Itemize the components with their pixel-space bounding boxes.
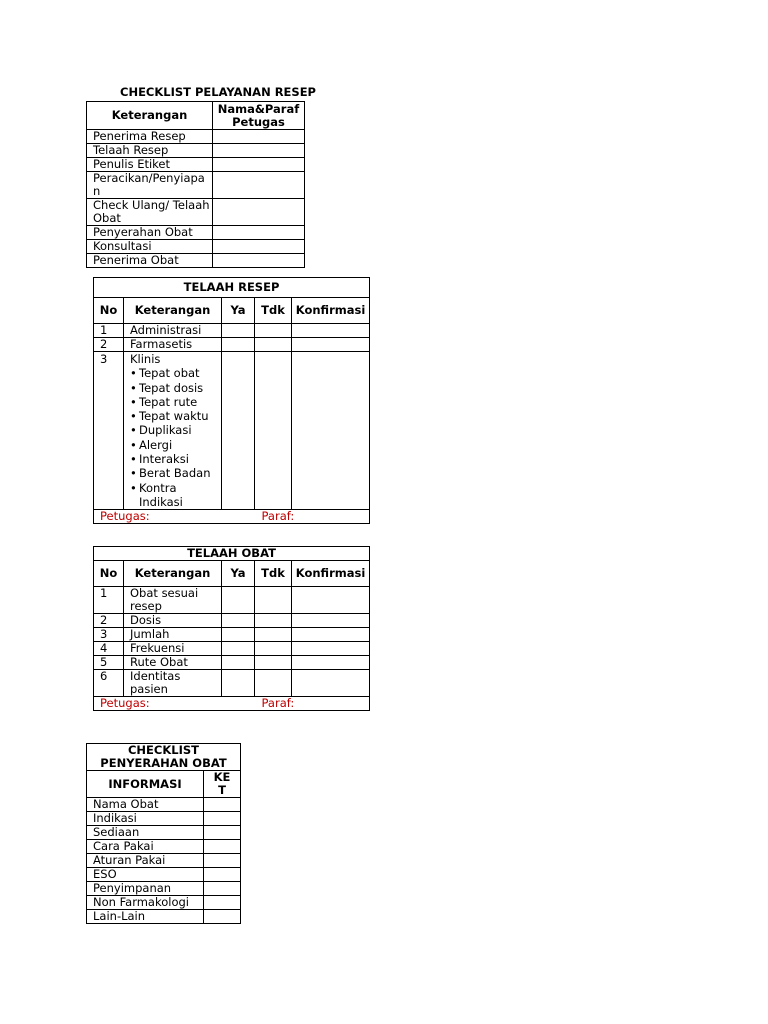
signature-cell[interactable] [213,158,305,172]
table-row [94,642,370,656]
konfirmasi-cell[interactable] [292,587,370,614]
paraf-label: Paraf: [255,697,370,711]
row-label: Penyerahan Obat [87,226,213,240]
petugas-label: Petugas: [94,697,255,711]
col-informasi: INFORMASI [87,771,204,798]
signature-cell[interactable] [213,240,305,254]
table-row [87,254,305,268]
table-row [87,910,241,924]
table-row [87,826,241,840]
row-label: Lain-Lain [87,910,204,924]
ket-cell[interactable] [204,840,241,854]
row-label: Nama Obat [87,798,204,812]
row-no: 3 [94,628,124,642]
signature-cell[interactable] [213,172,305,199]
ket-cell[interactable] [204,798,241,812]
list-item: • Tepat rute [130,395,221,409]
signature-cell[interactable] [213,254,305,268]
penyerahan-obat-table [86,743,241,924]
table-row [94,656,370,670]
ket-cell[interactable] [204,882,241,896]
row-label: Penyimpanan [87,882,204,896]
table-row [87,130,305,144]
row-label-klinis [124,352,222,510]
konfirmasi-cell[interactable] [292,614,370,628]
list-item: • Interaksi [130,452,221,466]
list-item: • Tepat dosis [130,381,221,395]
row-label: Telaah Resep [87,144,213,158]
row-no: 3 [94,352,124,510]
col-ket: KET [204,771,241,798]
row-label: Non Farmakologi [87,896,204,910]
konfirmasi-cell[interactable] [292,324,370,338]
list-item: • Kontra Indikasi [130,481,221,510]
konfirmasi-cell[interactable] [292,338,370,352]
row-label: Konsultasi [87,240,213,254]
ya-cell[interactable] [222,656,255,670]
col-nama-paraf: Nama&Paraf Petugas [213,102,305,130]
footer-row [94,510,370,524]
ket-cell[interactable] [204,910,241,924]
tdk-cell[interactable] [255,338,292,352]
col-konfirmasi: Konfirmasi [292,298,370,324]
table-row [87,896,241,910]
row-label: Cara Pakai [87,840,204,854]
telaah-obat-title: TELAAH OBAT [94,547,370,561]
ya-cell[interactable] [222,338,255,352]
ya-cell[interactable] [222,614,255,628]
telaah-resep-table [93,277,370,524]
table-row [87,868,241,882]
row-no: 2 [94,614,124,628]
table-row [94,614,370,628]
row-label: Indikasi [87,812,204,826]
konfirmasi-cell[interactable] [292,642,370,656]
table-row [87,798,241,812]
table-row [87,158,305,172]
table-row [94,338,370,352]
ya-cell[interactable] [222,352,255,510]
table-row [87,840,241,854]
row-no: 6 [94,670,124,697]
row-no: 1 [94,587,124,614]
ya-cell[interactable] [222,628,255,642]
tdk-cell[interactable] [255,587,292,614]
col-tdk: Tdk [255,298,292,324]
col-tdk: Tdk [255,561,292,587]
table-row [87,240,305,254]
signature-cell[interactable] [213,130,305,144]
row-label: Penerima Resep [87,130,213,144]
row-no: 2 [94,338,124,352]
konfirmasi-cell[interactable] [292,670,370,697]
row-label: Penulis Etiket [87,158,213,172]
table-row [87,882,241,896]
col-keterangan: Keterangan [124,298,222,324]
tdk-cell[interactable] [255,628,292,642]
row-label: Peracikan/Penyiapan [87,172,213,199]
table-row [87,812,241,826]
row-label: Frekuensi [124,642,222,656]
row-label: Aturan Pakai [87,854,204,868]
row-label: ESO [87,868,204,882]
tdk-cell[interactable] [255,670,292,697]
row-no: 1 [94,324,124,338]
row-label: Jumlah [124,628,222,642]
ket-cell[interactable] [204,812,241,826]
tdk-cell[interactable] [255,352,292,510]
tdk-cell[interactable] [255,324,292,338]
table-row [87,226,305,240]
table-row [87,144,305,158]
telaah-resep-title: TELAAH RESEP [94,278,370,298]
table-row [87,199,305,226]
tdk-cell[interactable] [255,656,292,670]
ket-cell[interactable] [204,868,241,882]
row-label: Administrasi [124,324,222,338]
col-ya: Ya [222,561,255,587]
ket-cell[interactable] [204,896,241,910]
table-row [87,854,241,868]
konfirmasi-cell[interactable] [292,628,370,642]
list-item: • Berat Badan [130,466,221,480]
table-row [94,324,370,338]
signature-cell[interactable] [213,226,305,240]
signature-cell[interactable] [213,144,305,158]
row-label: Penerima Obat [87,254,213,268]
row-label: Farmasetis [124,338,222,352]
footer-row [94,697,370,711]
col-konfirmasi: Konfirmasi [292,561,370,587]
row-label: Klinis [130,352,161,366]
list-item: • Tepat obat [130,366,221,380]
ya-cell[interactable] [222,670,255,697]
col-no: No [94,561,124,587]
row-label: Sediaan [87,826,204,840]
row-label: Rute Obat [124,656,222,670]
table-row [94,587,370,614]
table-row [87,172,305,199]
table-row [94,628,370,642]
paraf-label: Paraf: [255,510,370,524]
col-keterangan: Keterangan [124,561,222,587]
row-label: Check Ulang/ Telaah Obat [87,199,213,226]
col-no: No [94,298,124,324]
list-item: • Tepat waktu [130,409,221,423]
konfirmasi-cell[interactable] [292,656,370,670]
penyerahan-obat-title: CHECKLIST PENYERAHAN OBAT [87,744,241,771]
table-row [94,352,370,510]
ya-cell[interactable] [222,324,255,338]
telaah-obat-table [93,546,370,711]
ket-cell[interactable] [204,854,241,868]
row-label: Identitas pasien [124,670,222,697]
ya-cell[interactable] [222,642,255,656]
ya-cell[interactable] [222,587,255,614]
list-item: • Duplikasi [130,423,221,437]
tdk-cell[interactable] [255,614,292,628]
petugas-label: Petugas: [94,510,255,524]
signature-cell[interactable] [213,199,305,226]
row-no: 5 [94,656,124,670]
row-label: Obat sesuai resep [124,587,222,614]
klinis-list [130,366,221,509]
konfirmasi-cell[interactable] [292,352,370,510]
tdk-cell[interactable] [255,642,292,656]
row-label: Dosis [124,614,222,628]
row-no: 4 [94,642,124,656]
col-ya: Ya [222,298,255,324]
list-item: • Alergi [130,438,221,452]
pelayanan-resep-title: CHECKLIST PELAYANAN RESEP [120,85,316,99]
col-keterangan: Keterangan [87,102,213,130]
ket-cell[interactable] [204,826,241,840]
pelayanan-resep-table [86,101,305,268]
table-row [94,670,370,697]
